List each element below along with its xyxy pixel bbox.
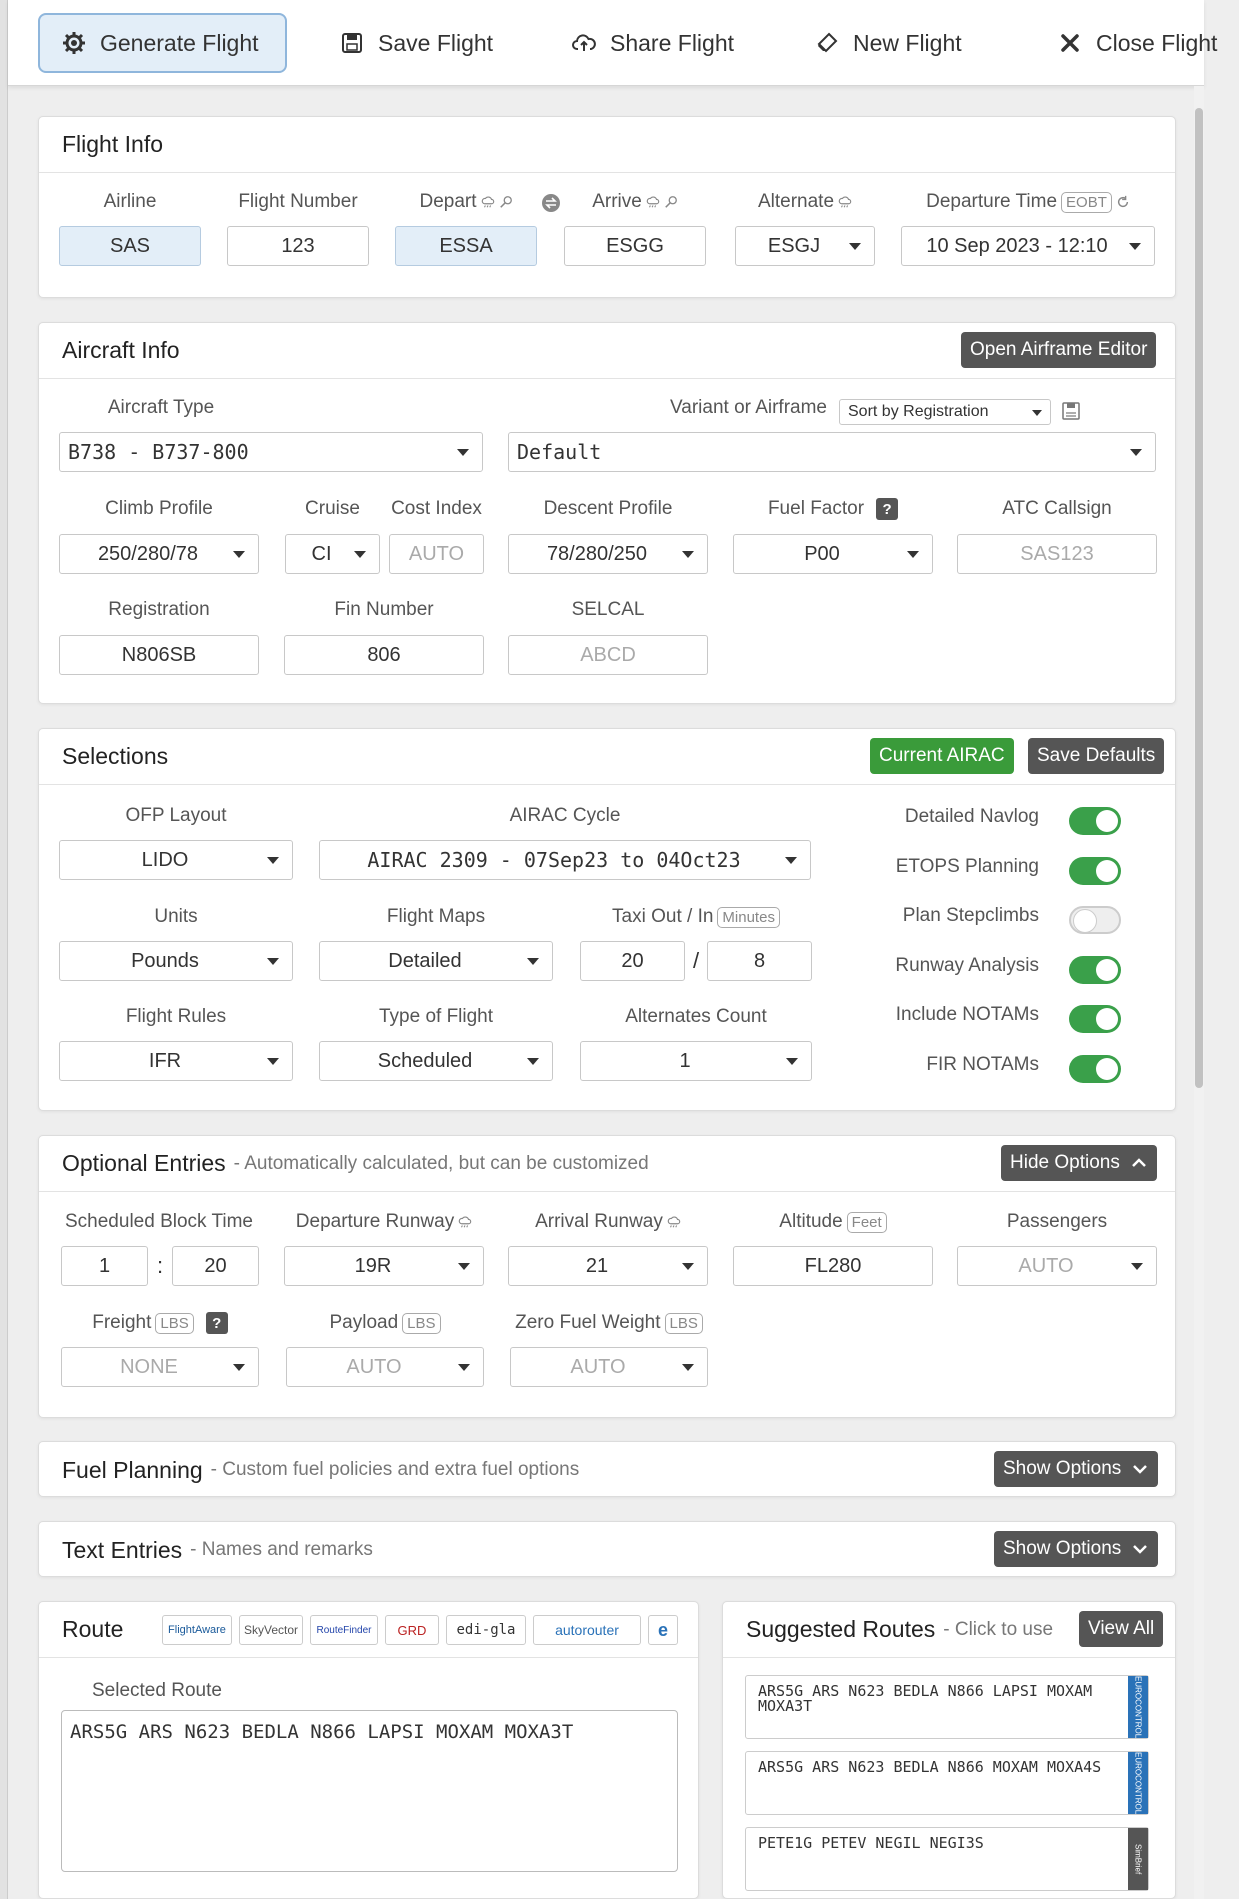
cloud-upload-icon xyxy=(572,31,596,55)
chevron-down-icon xyxy=(1131,1460,1149,1478)
generate-flight-button[interactable] xyxy=(38,13,287,73)
weather-icon[interactable] xyxy=(481,195,495,209)
cost-index-label: Cost Index xyxy=(391,498,482,519)
variant-label: Variant or Airframe xyxy=(670,397,827,418)
depart-input[interactable]: ESSA xyxy=(395,226,537,266)
current-airac-button[interactable]: Current AIRAC xyxy=(870,738,1014,774)
flight-maps-select[interactable]: Detailed xyxy=(319,941,553,981)
cost-index-input[interactable]: AUTO xyxy=(389,534,484,574)
flight-rules-label: Flight Rules xyxy=(125,1006,227,1027)
climb-profile-label: Climb Profile xyxy=(105,498,213,519)
fuel-planning-title: Fuel Planning xyxy=(62,1456,203,1483)
arrive-label: Arrive xyxy=(564,191,706,213)
refresh-icon[interactable] xyxy=(1116,195,1130,209)
aircraft-type-label: Aircraft Type xyxy=(107,397,215,418)
eurocontrol-link[interactable]: e xyxy=(648,1615,678,1645)
fuel-factor-select[interactable]: P00 xyxy=(733,534,933,574)
suggested-route-item[interactable] xyxy=(745,1827,1149,1891)
zero-fuel-weight-select[interactable]: AUTO xyxy=(510,1347,708,1387)
new-flight-button[interactable] xyxy=(793,13,984,73)
atc-callsign-label: ATC Callsign xyxy=(1002,498,1112,519)
hide-options-button[interactable]: Hide Options xyxy=(1001,1145,1157,1181)
weather-icon[interactable] xyxy=(667,1215,681,1229)
suggested-route-source: EUROCONTROL xyxy=(1128,1676,1148,1738)
save-flight-label: Save Flight xyxy=(378,29,494,56)
payload-label: Payload LBS xyxy=(286,1312,484,1334)
aircraft-info-panel xyxy=(38,322,1176,704)
lbs-tag: LBS xyxy=(155,1313,193,1334)
weather-icon[interactable] xyxy=(646,195,660,209)
suggested-route-text: ARS5G ARS N623 BEDLA N866 MOXAM MOXA4S xyxy=(758,1758,1102,1776)
toolbar xyxy=(8,0,1218,86)
chevron-up-icon xyxy=(1130,1154,1148,1172)
flight-info-header xyxy=(39,117,1175,173)
ofp-layout-label: OFP Layout xyxy=(125,805,227,826)
chevron-down-icon xyxy=(1131,1540,1149,1558)
toggle-label: FIR NOTAMs xyxy=(926,1054,1039,1075)
share-flight-button[interactable] xyxy=(550,13,756,73)
airline-input[interactable]: SAS xyxy=(59,226,201,266)
view-all-button[interactable]: View All xyxy=(1079,1611,1163,1647)
help-icon[interactable]: ? xyxy=(206,1312,228,1334)
fuel-planning-header xyxy=(39,1442,1175,1498)
open-airframe-editor-button[interactable]: Open Airframe Editor xyxy=(961,332,1156,368)
airline-label: Airline xyxy=(103,191,157,212)
cruise-label: Cruise xyxy=(305,498,360,519)
selections-header xyxy=(39,729,1175,785)
suggested-routes-header xyxy=(723,1602,1175,1658)
share-flight-label: Share Flight xyxy=(610,29,735,56)
optional-entries-header xyxy=(39,1136,1175,1192)
flight-number-input[interactable]: 123 xyxy=(227,226,369,266)
flight-info-title: Flight Info xyxy=(62,131,163,157)
block-separator: : xyxy=(156,1253,164,1278)
airac-cycle-label: AIRAC Cycle xyxy=(509,805,621,826)
help-icon[interactable]: ? xyxy=(876,498,898,520)
type-of-flight-label: Type of Flight xyxy=(378,1006,494,1027)
text-entries-subtitle: - Names and remarks xyxy=(190,1539,373,1560)
aircraft-type-select[interactable]: B738 - B737-800 xyxy=(59,432,483,472)
altitude-input[interactable]: FL280 xyxy=(733,1246,933,1286)
block-time-label: Scheduled Block Time xyxy=(65,1211,253,1232)
weather-icon[interactable] xyxy=(458,1215,472,1229)
runway-analysis-toggle[interactable] xyxy=(1069,956,1121,984)
alternate-label: Alternate xyxy=(735,191,875,213)
plan-stepclimbs-toggle[interactable] xyxy=(1069,906,1121,934)
climb-profile-select[interactable]: 250/280/78 xyxy=(59,534,259,574)
units-label: Units xyxy=(154,906,198,927)
flight-maps-label: Flight Maps xyxy=(386,906,486,927)
minutes-tag: Minutes xyxy=(717,907,780,928)
departure-runway-select[interactable]: 19R xyxy=(284,1246,484,1286)
flightaware-link[interactable]: FlightAware xyxy=(162,1615,232,1645)
flight-rules-select[interactable]: IFR xyxy=(59,1041,293,1081)
weather-icon[interactable] xyxy=(838,195,852,209)
freight-select[interactable]: NONE xyxy=(61,1347,259,1387)
feet-tag: Feet xyxy=(847,1212,887,1233)
new-flight-label: New Flight xyxy=(853,29,962,56)
text-entries-title: Text Entries xyxy=(62,1536,183,1563)
selections-title: Selections xyxy=(62,743,169,769)
text-entries-panel xyxy=(38,1521,1176,1577)
alternates-count-select[interactable]: 1 xyxy=(580,1041,812,1081)
page-scrollbar-thumb[interactable] xyxy=(1195,108,1203,1088)
skyvector-link[interactable]: SkyVector xyxy=(239,1615,303,1645)
fuel-planning-subtitle: - Custom fuel policies and extra fuel options xyxy=(210,1459,580,1480)
suggested-route-source: SimBrief xyxy=(1128,1828,1148,1890)
registration-input[interactable]: N806SB xyxy=(59,635,259,675)
payload-select[interactable]: AUTO xyxy=(286,1347,484,1387)
detailed-navlog-toggle[interactable] xyxy=(1069,807,1121,835)
toggle-label: Runway Analysis xyxy=(895,955,1039,976)
registration-label: Registration xyxy=(108,599,210,620)
aircraft-info-title: Aircraft Info xyxy=(62,337,180,363)
edi-gla-link[interactable]: edi-gla xyxy=(446,1615,526,1645)
flight-info-panel xyxy=(38,116,1176,298)
suggested-route-item[interactable] xyxy=(745,1751,1149,1815)
selected-route-textarea[interactable]: ARS5G ARS N623 BEDLA N866 LAPSI MOXAM MOXA3T xyxy=(61,1710,678,1872)
alternates-count-label: Alternates Count xyxy=(625,1006,767,1027)
airac-cycle-select[interactable]: AIRAC 2309 - 07Sep23 to 04Oct23 xyxy=(319,840,811,880)
optional-entries-subtitle: - Automatically calculated, but can be customized xyxy=(233,1152,649,1174)
arrival-runway-label: Arrival Runway xyxy=(508,1211,708,1233)
cruise-select[interactable]: CI xyxy=(285,534,380,574)
alternate-select[interactable]: ESGJ xyxy=(735,226,875,266)
fuel-planning-panel xyxy=(38,1441,1176,1497)
text-show-options-button[interactable]: Show Options xyxy=(994,1531,1158,1567)
fuel-show-options-button[interactable]: Show Options xyxy=(994,1451,1158,1487)
gear-icon xyxy=(62,31,86,55)
save-defaults-button[interactable]: Save Defaults xyxy=(1028,738,1164,774)
suggested-routes-title: Suggested Routes xyxy=(746,1616,936,1642)
eobt-tag: EOBT xyxy=(1061,192,1112,213)
suggested-route-text: ARS5G ARS N623 BEDLA N866 LAPSI MOXAM MOXA3T xyxy=(758,1682,1093,1715)
passengers-label: Passengers xyxy=(1006,1211,1108,1232)
block-hours-input[interactable]: 1 xyxy=(61,1246,148,1286)
taxi-out-input[interactable]: 20 xyxy=(580,941,685,981)
flight-number-label: Flight Number xyxy=(238,191,358,212)
zero-fuel-weight-label: Zero Fuel Weight LBS xyxy=(510,1312,708,1334)
close-flight-button[interactable] xyxy=(1036,13,1239,73)
toggle-label: ETOPS Planning xyxy=(895,856,1039,877)
selections-panel xyxy=(38,728,1176,1111)
fin-number-label: Fin Number xyxy=(334,599,434,620)
descent-profile-label: Descent Profile xyxy=(543,498,673,519)
autorouter-link[interactable]: autorouter xyxy=(533,1615,641,1645)
taxi-in-input[interactable]: 8 xyxy=(707,941,812,981)
fuel-factor-label: Fuel Factor ? xyxy=(733,498,933,520)
search-icon[interactable] xyxy=(664,195,678,209)
fin-number-input[interactable]: 806 xyxy=(284,635,484,675)
generate-flight-label: Generate Flight xyxy=(100,29,259,56)
save-airframe-icon[interactable] xyxy=(1061,401,1081,421)
depart-label: Depart xyxy=(395,191,537,213)
taxi-separator: / xyxy=(692,948,700,973)
lbs-tag: LBS xyxy=(402,1313,440,1334)
toggle-label: Plan Stepclimbs xyxy=(902,905,1039,926)
block-minutes-input[interactable]: 20 xyxy=(172,1246,259,1286)
suggested-route-source: EUROCONTROL xyxy=(1128,1752,1148,1814)
suggested-route-item[interactable] xyxy=(745,1675,1149,1739)
etops-planning-toggle[interactable] xyxy=(1069,857,1121,885)
arrival-runway-select[interactable]: 21 xyxy=(508,1246,708,1286)
selected-route-label: Selected Route xyxy=(92,1680,222,1701)
passengers-select[interactable]: AUTO xyxy=(957,1246,1157,1286)
swap-airports-icon[interactable] xyxy=(541,193,561,213)
departure-runway-label: Departure Runway xyxy=(284,1211,484,1233)
floppy-icon xyxy=(340,31,364,55)
toggle-label: Include NOTAMs xyxy=(895,1004,1039,1025)
route-panel xyxy=(38,1601,699,1899)
left-edge xyxy=(0,0,8,1899)
units-select[interactable]: Pounds xyxy=(59,941,293,981)
selcal-label: SELCAL xyxy=(571,599,645,620)
departure-time-select[interactable]: 10 Sep 2023 - 12:10 xyxy=(901,226,1155,266)
suggested-routes-panel xyxy=(722,1601,1176,1899)
freight-label: Freight LBS ? xyxy=(61,1312,259,1334)
route-title: Route xyxy=(62,1616,124,1642)
save-flight-button[interactable] xyxy=(318,13,515,73)
close-flight-label: Close Flight xyxy=(1096,29,1218,56)
descent-profile-select[interactable]: 78/280/250 xyxy=(508,534,708,574)
suggested-routes-subtitle: - Click to use xyxy=(943,1618,1054,1640)
optional-entries-title: Optional Entries xyxy=(62,1150,226,1176)
arrive-input[interactable]: ESGG xyxy=(564,226,706,266)
ofp-layout-select[interactable]: LIDO xyxy=(59,840,293,880)
taxi-label: Taxi Out / In Minutes xyxy=(580,906,812,928)
suggested-route-text: PETE1G PETEV NEGIL NEGI3S xyxy=(758,1834,984,1852)
departure-time-label: Departure Time EOBT xyxy=(901,191,1155,213)
eraser-icon xyxy=(815,31,839,55)
altitude-label: Altitude Feet xyxy=(733,1211,933,1233)
close-icon xyxy=(1058,31,1082,55)
aircraft-info-header xyxy=(39,323,1175,379)
toggle-label: Detailed Navlog xyxy=(904,806,1039,827)
text-entries-header xyxy=(39,1522,1175,1578)
sort-select[interactable]: Sort by Registration xyxy=(839,399,1051,425)
selcal-input[interactable]: ABCD xyxy=(508,635,708,675)
fir-notams-toggle[interactable] xyxy=(1069,1055,1121,1083)
include-notams-toggle[interactable] xyxy=(1069,1005,1121,1033)
type-of-flight-select[interactable]: Scheduled xyxy=(319,1041,553,1081)
grd-link[interactable]: GRD xyxy=(385,1615,439,1645)
lbs-tag: LBS xyxy=(665,1313,703,1334)
optional-entries-panel xyxy=(38,1135,1176,1418)
variant-select[interactable]: Default xyxy=(508,432,1156,472)
atc-callsign-input[interactable]: SAS123 xyxy=(957,534,1157,574)
search-icon[interactable] xyxy=(499,195,513,209)
routefinder-link[interactable]: RouteFinder xyxy=(310,1615,378,1645)
